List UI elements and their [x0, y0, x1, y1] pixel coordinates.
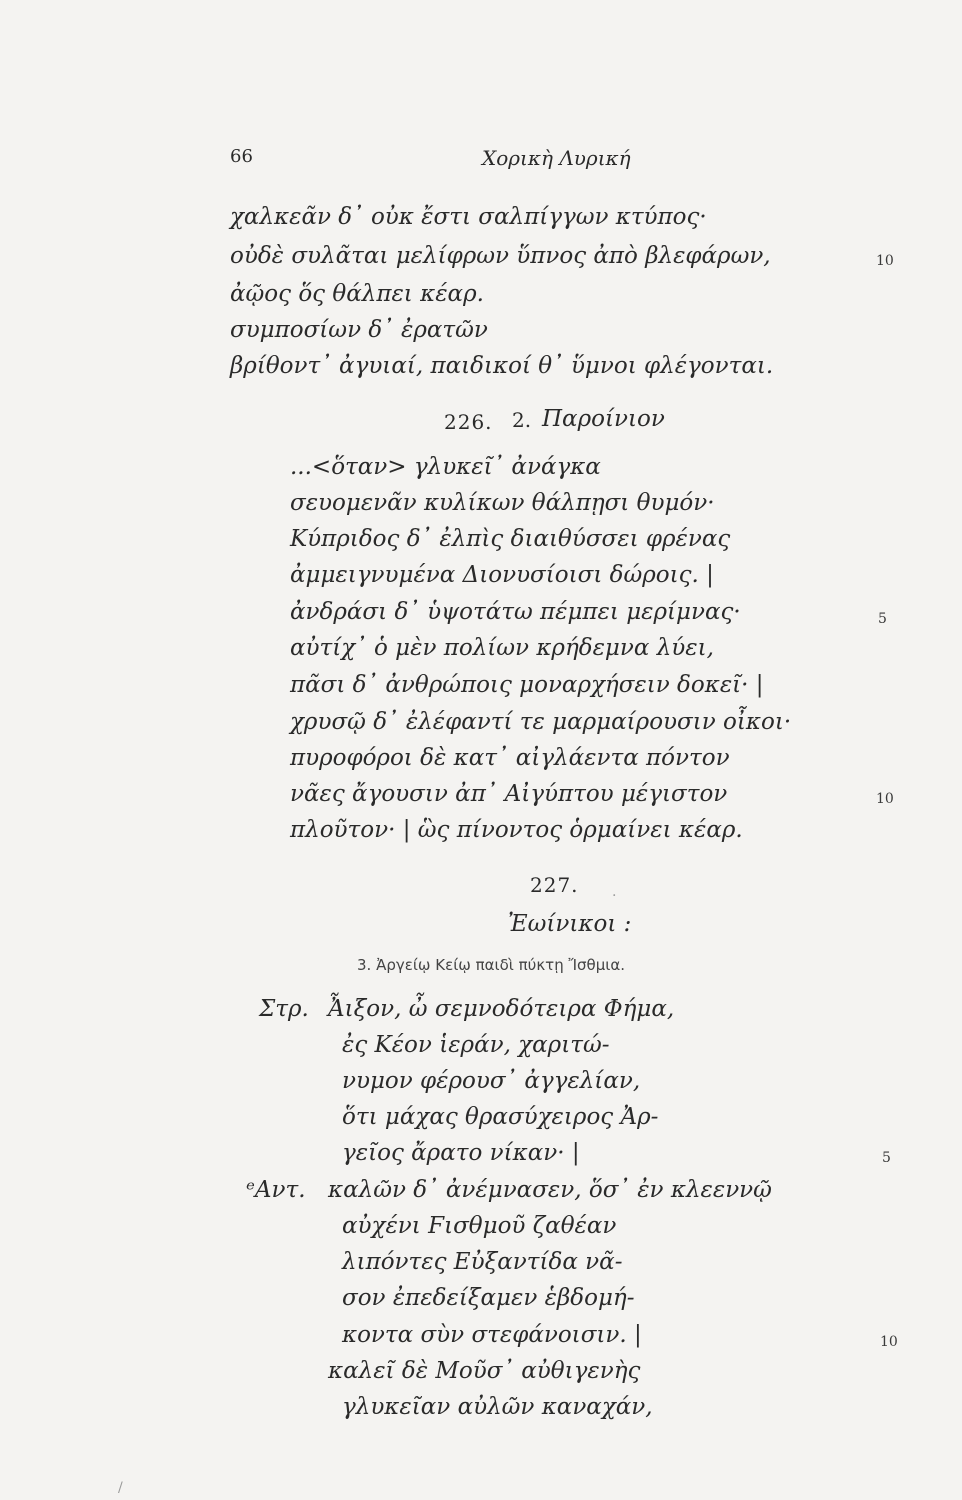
verse-line: ἐς Κέον ἱεράν, χαριτώ- — [342, 1032, 610, 1058]
verse-line: πλοῦτον· | ὣς πίνοντος ὁρμαίνει κέαρ. — [290, 817, 743, 843]
verse-line: Κύπριδος δ᾽ ἐλπὶς διαιθύσσει φρένας — [290, 526, 731, 552]
line-number: 10 — [876, 791, 894, 807]
verse-line: χρυσῷ δ᾽ ἐλέφαντί τε μαρμαίρουσιν οἶκοι· — [290, 709, 792, 735]
line-number: 10 — [880, 1334, 898, 1350]
verse-line: ἀμμειγνυμένα Διονυσίοισι δώροις. | — [290, 562, 714, 588]
verse-line: πυροφόροι δὲ κατ᾽ αἰγλάεντα πόντον — [290, 745, 730, 771]
page-number: 66 — [230, 146, 253, 167]
strophe-label: Στρ. — [259, 996, 309, 1022]
verse-line: Ἆιξον, ὦ σεμνοδότειρα Φήμα, — [328, 996, 675, 1022]
verse-line: βρίθοντ᾽ ἀγυιαί, παιδικοί θ᾽ ὕμνοι φλέγονται. — [230, 353, 774, 379]
verse-line: γλυκεῖαν αὐλῶν καναχάν, — [342, 1394, 653, 1420]
verse-line: χαλκεᾶν δ᾽ οὐκ ἔστι σαλπίγγων κτύπος· — [230, 204, 707, 230]
verse-line: ...<ὅταν> γλυκεῖ᾽ ἀνάγκα — [290, 454, 601, 480]
verse-line: καλεῖ δὲ Μοῦσ᾽ αὐθιγενὴς — [328, 1358, 641, 1384]
verse-line: αὐχένι Ϝισθμοῦ ζαθέαν — [342, 1213, 617, 1239]
section-title: Παροίνιον — [542, 406, 665, 432]
section-subtitle: Ἐωίνικοι : — [508, 911, 632, 937]
verse-line: ὅτι μάχας θρασύχειρος Ἀρ- — [342, 1104, 659, 1130]
verse-line: σευομενᾶν κυλίκων θάλπῃσι θυμόν· — [290, 490, 715, 516]
scan-mark: . — [612, 884, 617, 900]
dedication: 3. Ἀργείῳ Κείῳ παιδὶ πύκτῃ Ἴσθμια. — [357, 956, 625, 974]
verse-line: κοντα σὺν στεφάνοισιν. | — [342, 1322, 642, 1348]
verse-line: οὐδὲ συλᾶται μελίφρων ὕπνος ἀπὸ βλεφάρων, — [230, 243, 771, 269]
verse-line: ἀῷος ὅς θάλπει κέαρ. — [230, 281, 484, 307]
verse-line: πᾶσι δ᾽ ἀνθρώποις μοναρχήσειν δοκεῖ· | — [290, 672, 764, 698]
antistrophe-label: ᵉΑντ. — [246, 1177, 306, 1203]
scan-mark: / — [118, 1480, 123, 1496]
running-title: Χορικὴ Λυρική — [482, 146, 631, 170]
verse-line: ἀνδράσι δ᾽ ὑψοτάτω πέμπει μερίμνας· — [290, 599, 741, 625]
verse-line: συμποσίων δ᾽ ἐρατῶν — [230, 317, 488, 343]
verse-line: νυμον φέρουσ᾽ ἀγγελίαν, — [342, 1068, 641, 1094]
section-subnumber: 2. — [512, 408, 532, 432]
verse-line: καλῶν δ᾽ ἀνέμνασεν, ὅσ᾽ ἐν κλεεννῷ — [328, 1177, 772, 1203]
verse-line: νᾶες ἄγουσιν ἀπ᾽ Αἰγύπτου μέγιστον — [290, 781, 728, 807]
line-number: 5 — [878, 611, 887, 627]
verse-line: αὐτίχ᾽ ὁ μὲν πολίων κρήδεμνα λύει, — [290, 635, 714, 661]
verse-line: λιπόντες Εὐξαντίδα νᾶ- — [342, 1249, 623, 1275]
verse-line: σον ἐπεδείξαμεν ἑβδομή- — [342, 1285, 635, 1311]
line-number: 10 — [876, 253, 894, 269]
verse-line: γεῖος ἄρατο νίκαν· | — [342, 1140, 580, 1166]
line-number: 5 — [882, 1150, 891, 1166]
section-number: 226. — [444, 410, 493, 434]
section-number: 227. — [530, 873, 579, 897]
